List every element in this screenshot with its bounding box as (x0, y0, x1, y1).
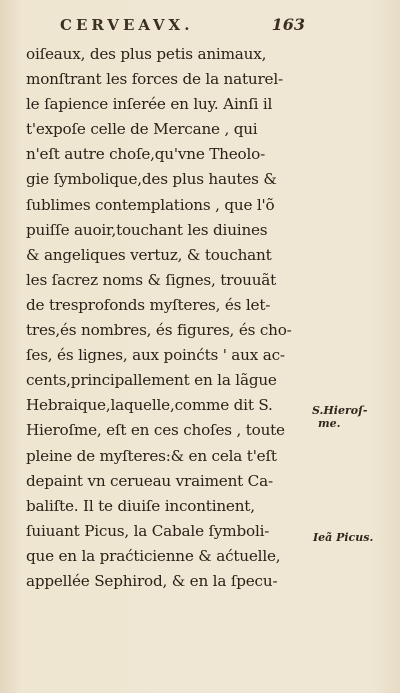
text-line: t'expoſe celle de Mercane , qui (26, 120, 258, 139)
text-line: baliſte. Il te diuiſe incontinent, (26, 496, 255, 515)
text-line: puiſſe auoir,touchant les diuines (26, 220, 268, 239)
text-line: ſes, és lignes, aux poinćts ' aux ac- (26, 346, 285, 365)
margin-note-line: S.Hieroſ- (312, 404, 368, 417)
body-text (26, 42, 311, 594)
margin-note-picus: Ieã Picus. (313, 531, 374, 544)
text-line: les ſacrez noms & ſignes, trouuãt (26, 270, 277, 289)
text-line: que en la praćticienne & aćtuelle, (26, 546, 281, 565)
running-head: CERVEAVX. (60, 16, 194, 34)
text-line: gie ſymbolique,des plus hautes & (26, 170, 277, 189)
margin-note-hierosme (312, 404, 367, 430)
text-line: de tresprofonds myſteres, és let- (26, 295, 271, 314)
text-line: Hieroſme, eſt en ces choſes , toute (26, 421, 285, 440)
text-line: monſtrant les forces de la naturel- (26, 70, 283, 89)
text-line: oiſeaux, des plus petis animaux, (26, 45, 267, 63)
page-header (60, 12, 305, 40)
text-line: pleine de myſteres:& en cela t'eſt (26, 446, 277, 465)
text-line: n'eſt autre choſe,qu'vne Theolo- (26, 145, 266, 164)
text-line: le ſapience inſerée en luy. Ainſi il (26, 95, 273, 114)
text-line: cents,principallement en la lãgue (26, 371, 277, 390)
margin-note-line: me. (318, 417, 341, 430)
text-line: Hebraique,laquelle,comme dit S. (26, 396, 273, 415)
text-line: depaint vn cerueau vraiment Ca- (26, 471, 273, 490)
text-line: ſublimes contemplations , que l'õ (26, 195, 275, 214)
text-line: ſuiuant Picus, la Cabale ſymboli- (26, 521, 270, 540)
text-line: tres,és nombres, és figures, és cho- (26, 321, 292, 340)
page-number: 163 (271, 15, 305, 34)
text-line: & angeliques vertuz, & touchant (26, 245, 272, 264)
text-line: appellée Sephirod, & en la ſpecu- (26, 571, 278, 590)
